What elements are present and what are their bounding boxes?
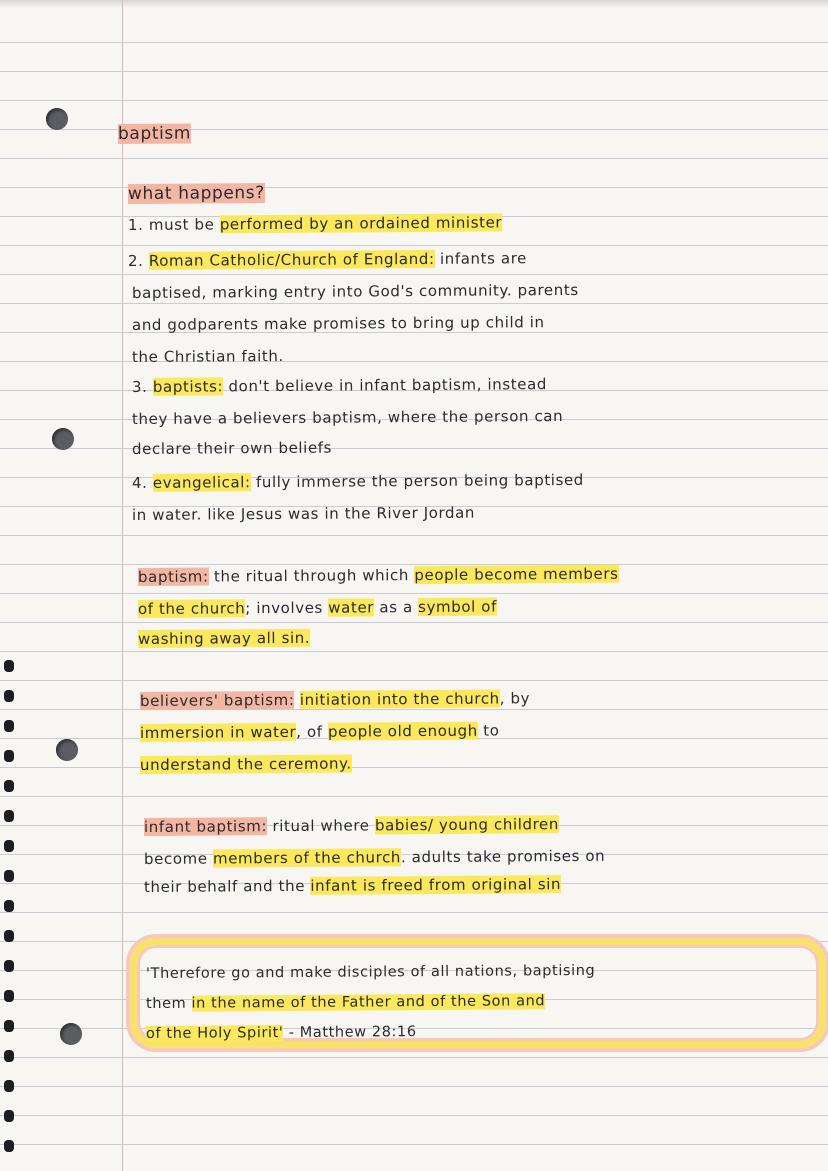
definition-infant-line-1: infant baptism: ritual where babies/ young children	[143, 815, 560, 836]
definition-believers-line-3: understand the ceremony.	[139, 754, 352, 774]
spine-ring	[4, 1110, 14, 1122]
spine-ring	[4, 1050, 14, 1062]
page-top-edge	[0, 0, 828, 8]
spine-ring	[4, 960, 14, 972]
quote-line-3: of the Holy Spirit' - Matthew 28:16	[145, 1024, 417, 1042]
spine-ring	[4, 870, 14, 882]
definition-baptism-line-2: of the church; involves water as a symbol of	[137, 597, 497, 618]
point-3-line-1: 3. baptists: don't believe in infant baptism, instead	[131, 375, 548, 396]
spine-ring	[4, 810, 14, 822]
spine-ring	[4, 930, 14, 942]
point-1: 1. must be performed by an ordained minister	[127, 213, 503, 234]
spine-ring	[4, 900, 14, 912]
point-3-line-3: declare their own beliefs	[131, 438, 333, 458]
point-4-line-1: 4. evangelical: fully immerse the person being baptised	[131, 470, 584, 492]
spine-ring	[4, 750, 14, 762]
point-2-line-3: and godparents make promises to bring up child in	[131, 313, 545, 334]
quote-line-1: 'Therefore go and make disciples of all nations, baptising	[145, 962, 596, 982]
definition-infant-line-3: their behalf and the infant is freed from original sin	[143, 875, 562, 896]
spine-ring	[4, 1020, 14, 1032]
spine-ring	[4, 720, 14, 732]
punch-hole	[46, 108, 68, 130]
point-2-line-4: the Christian faith.	[131, 346, 284, 366]
spine-ring	[4, 660, 14, 672]
margin-line	[122, 0, 123, 1171]
spine-ring	[4, 1140, 14, 1152]
spine-ring	[4, 840, 14, 852]
quote-line-2: them in the name of the Father and of the Son and	[145, 993, 546, 1012]
punch-hole	[56, 739, 78, 761]
spine-ring	[4, 690, 14, 702]
spine-ring	[4, 1080, 14, 1092]
definition-baptism-line-3: washing away all sin.	[137, 628, 311, 648]
point-2-line-1: 2. Roman Catholic/Church of England: infants are	[127, 249, 528, 270]
point-3-line-2: they have a believers baptism, where the person can	[131, 406, 564, 428]
spine-ring	[4, 990, 14, 1002]
punch-hole	[52, 428, 74, 450]
punch-hole	[60, 1023, 82, 1045]
point-4-line-2: in water. like Jesus was in the River Jordan	[131, 503, 476, 524]
section-subheading: what happens?	[127, 183, 265, 204]
definition-baptism-line-1: baptism: the ritual through which people become members	[137, 564, 619, 586]
spine-ring	[4, 780, 14, 792]
definition-infant-line-2: become members of the church. adults take promises on	[143, 846, 606, 868]
definition-believers-line-1: believers' baptism: initiation into the church, by	[139, 689, 531, 710]
definition-believers-line-2: immersion in water, of people old enough to	[139, 721, 500, 742]
page-heading: baptism	[117, 123, 192, 144]
point-2-line-2: baptised, marking entry into God's community. parents	[131, 280, 579, 302]
